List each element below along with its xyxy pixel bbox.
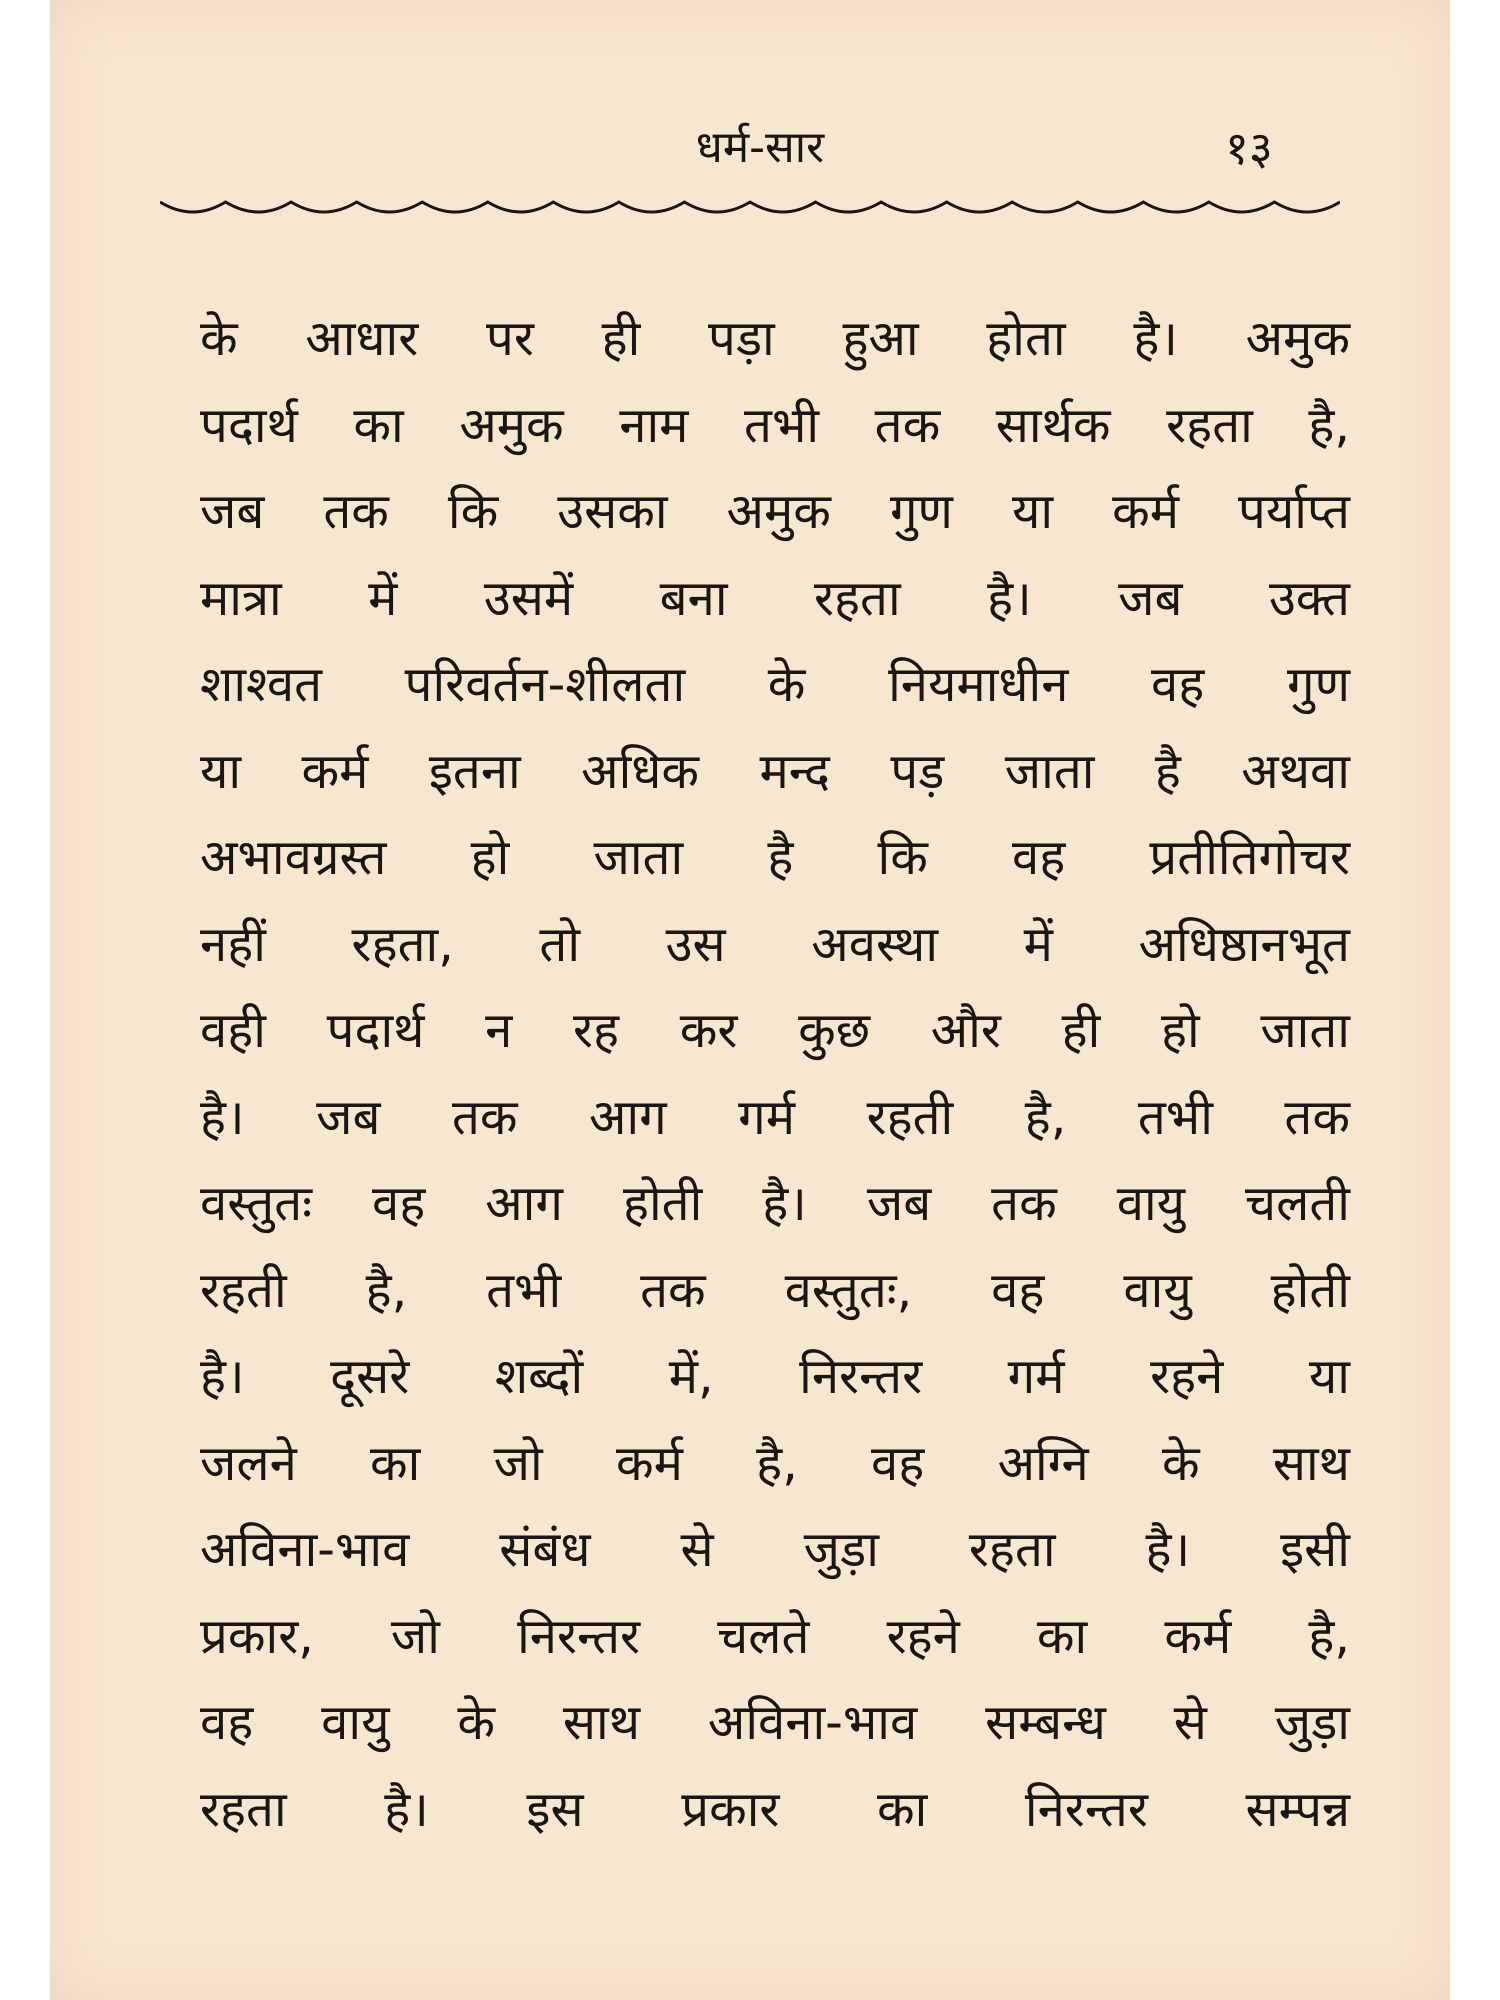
text-line: जलने का जो कर्म है, वह अग्नि के साथ xyxy=(200,1434,1350,1492)
text-line: है। दूसरे शब्दों में, निरन्तर गर्म रहने या xyxy=(200,1348,1350,1405)
text-line: अभावग्रस्त हो जाता है कि वह प्रतीतिगोचर xyxy=(200,829,1350,886)
text-line: पदार्थ का अमुक नाम तभी तक सार्थक रहता है, xyxy=(200,396,1350,454)
text-line: है। जब तक आग गर्म रहती है, तभी तक xyxy=(200,1088,1350,1146)
page-number: १३ xyxy=(1225,121,1273,175)
running-head xyxy=(50,118,1450,178)
text-line: नहीं रहता, तो उस अवस्था में अधिष्ठानभूत xyxy=(200,915,1350,973)
text-line: वस्तुतः वह आग होती है। जब तक वायु चलती xyxy=(200,1175,1350,1232)
text-line: या कर्म इतना अधिक मन्द पड़ जाता है अथवा xyxy=(200,742,1350,800)
text-line: अविना-भाव संबंध से जुड़ा रहता है। इसी xyxy=(200,1521,1350,1578)
text-line: रहती है, तभी तक वस्तुतः, वह वायु होती xyxy=(200,1261,1350,1319)
text-line: शाश्वत परिवर्तन-शीलता के नियमाधीन वह गुण xyxy=(200,656,1350,713)
text-line: प्रकार, जो निरन्तर चलते रहने का कर्म है, xyxy=(200,1607,1350,1665)
text-line: रहता है। इस प्रकार का निरन्तर सम्पन्न xyxy=(200,1780,1350,1838)
wavy-rule-divider xyxy=(160,190,1340,230)
text-line: वही पदार्थ न रह कर कुछ और ही हो जाता xyxy=(200,1002,1350,1059)
text-line: जब तक कि उसका अमुक गुण या कर्म पर्याप्त xyxy=(200,483,1350,540)
text-line: मात्रा में उसमें बना रहता है। जब उक्त xyxy=(200,569,1350,627)
body-text xyxy=(200,296,1350,1853)
text-line: के आधार पर ही पड़ा हुआ होता है। अमुक xyxy=(200,310,1350,367)
page-header-title: धर्म-सार xyxy=(695,122,825,173)
text-line: वह वायु के साथ अविना-भाव सम्बन्ध से जुड़ा xyxy=(200,1694,1350,1751)
book-page xyxy=(50,0,1450,2000)
